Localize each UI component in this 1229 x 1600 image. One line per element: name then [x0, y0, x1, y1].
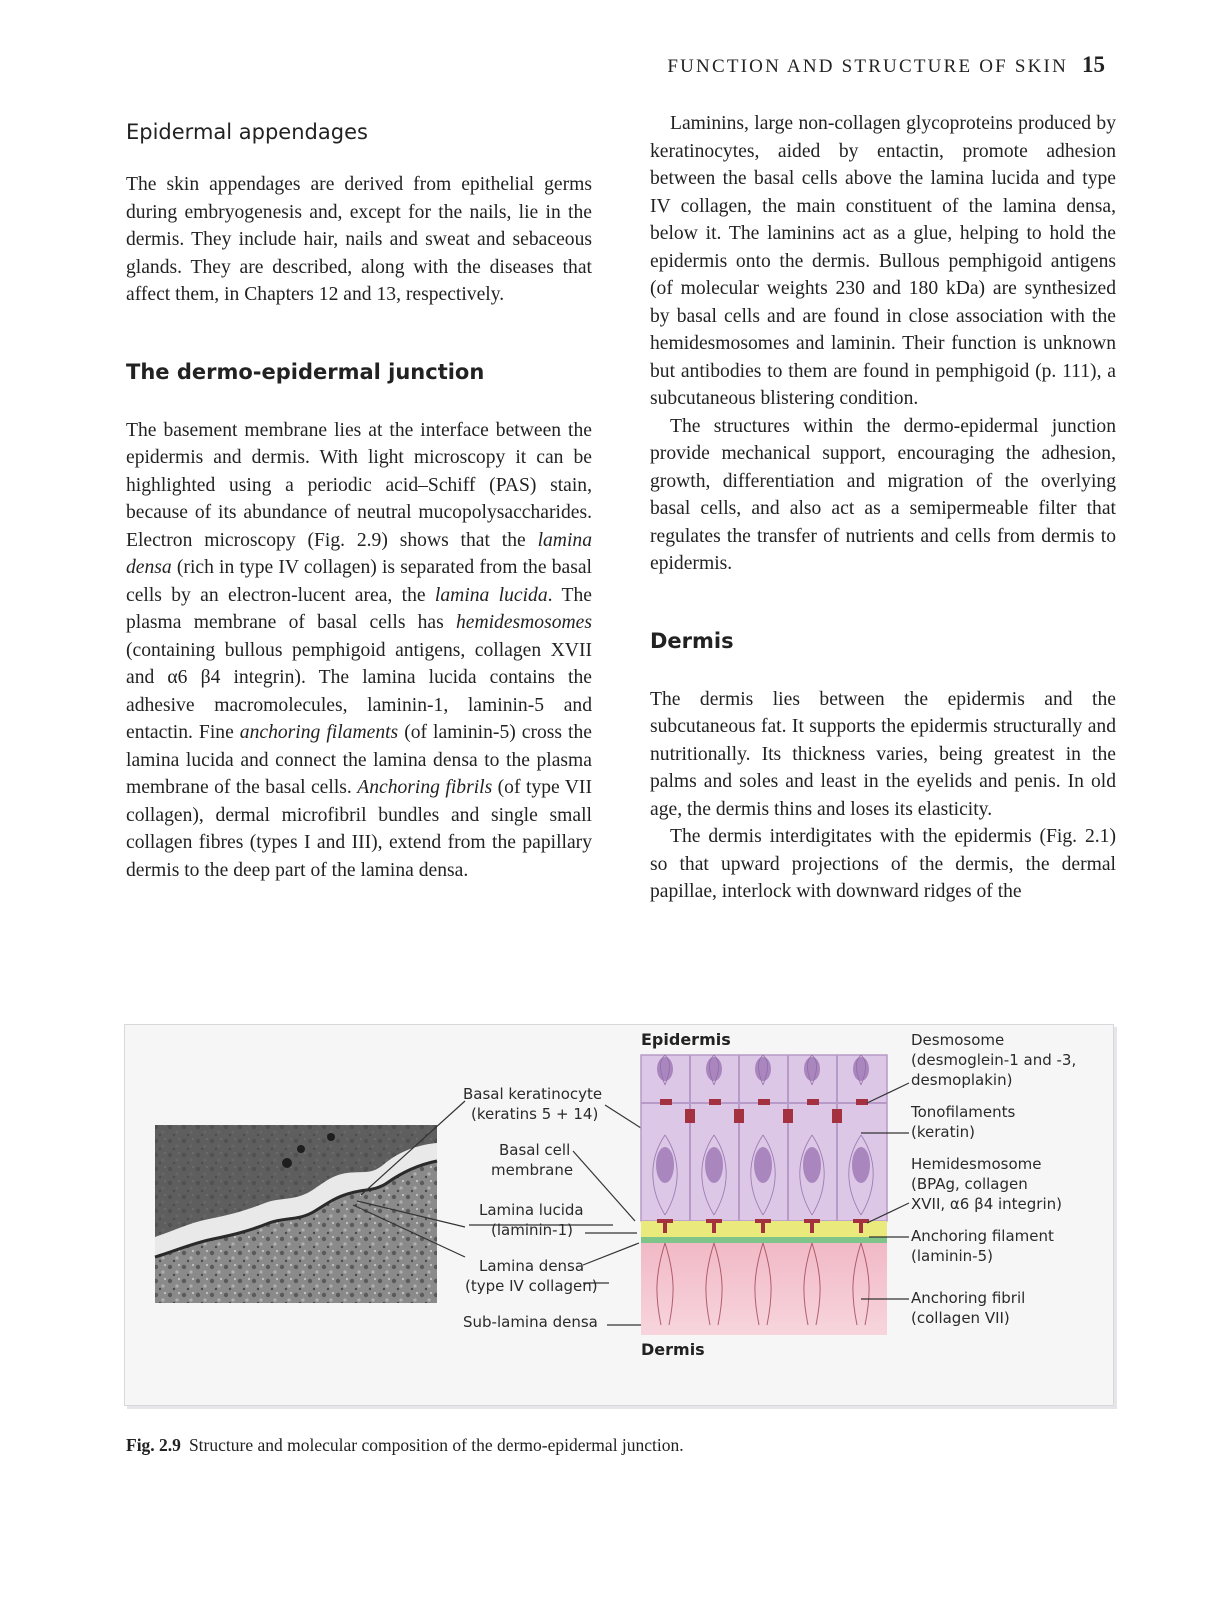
term-anchoring-fibrils: Anchoring fibrils [357, 777, 493, 798]
paragraph-dermis-1: The dermis lies between the epidermis and the subcutaneous fat. It supports the epidermis structurally and nutritionally. Its thickness varies, being greatest in the palms and soles and least in the eyelids and penis. In old age, the dermis thins and loses its elasticity. [650, 688, 1116, 820]
label-desmoglein: (desmoglein-1 and -3, [911, 1051, 1077, 1069]
paragraph-laminins: Laminins, large non-collagen glycoproteins produced by keratinocytes, aided by entactin, promote adhesion between the basal cells above the lamina lucida and type IV collagen, the main constituent of the lamina densa, below it. The laminins act as a glue, helping to hold the epidermis onto the dermis. Bullous pemphigoid antigens (of molecular weights 230 and 180 kDa) are synthesized by basal cells and are found in close association with the hemidesmosomes and laminin. Their function is unknown but antibodies to them are found in pemphigoid (p. 111), a subcutaneous blistering condition. [650, 113, 1116, 409]
label-integrin: XVII, α6 β4 integrin) [911, 1195, 1063, 1213]
label-keratin: (keratin) [911, 1123, 975, 1141]
label-basal-keratinocyte: Basal keratinocyte [463, 1085, 603, 1103]
right-labels [910, 1031, 1076, 1327]
label-anchoring-fibril: Anchoring fibril [911, 1289, 1026, 1307]
right-column [650, 110, 1116, 906]
junction-schematic [641, 1030, 887, 1359]
label-hemidesmosome: Hemidesmosome [911, 1155, 1042, 1173]
label-membrane: membrane [491, 1161, 574, 1179]
figure-2-9 [124, 1024, 1114, 1406]
label-tonofilaments: Tonofilaments [911, 1103, 1016, 1121]
figure-label: Fig. 2.9 [126, 1435, 181, 1455]
page-number: 15 [1082, 52, 1105, 77]
label-desmosome: Desmosome [911, 1031, 1005, 1049]
term-hemidesmosomes: hemidesmosomes [455, 612, 592, 633]
label-epidermis: Epidermis [641, 1030, 731, 1049]
paragraph-appendages: The skin appendages are derived from epithelial germs during embryogenesis and, except for the nails, lie in the dermis. They include hair, nails and sweat and sebaceous glands. They are described, along with the diseases that affect them, in Chapters 12 and 13, respectively. [126, 174, 592, 305]
running-title: FUNCTION AND STRUCTURE OF SKIN [667, 56, 1068, 77]
label-keratins: (keratins 5 + 14) [471, 1105, 599, 1123]
paragraph-junction: The basement membrane lies at the interface between the epidermis and dermis. With light microscopy it can be highlighted using a periodic acid–Schiff (PAS) stain, because of its abundance of neutral mucopolysaccharides. Electron microscopy (Fig. 2.9) shows that the lamina densa (rich in type IV collagen) is separated from the basal cells by an electron-lucent area, the lamina lucida. The plasma membrane of basal cells has hemidesmosomes (containing bullous pemphigoid antigens, collagen XVII and α6 β4 integrin). The lamina lucida contains the adhesive macromolecules, laminin-1, laminin-5 and entactin. Fine anchoring filaments (of laminin-5) cross the lamina lucida and connect the lamina densa to the plasma membrane of the basal cells. Anchoring fibrils (of type VII collagen), dermal microfibril bundles and single small collagen fibres (types I and III), extend from the papillary dermis to the deep part of the lamina densa. [126, 419, 592, 881]
label-bpag: (BPAg, collagen [911, 1175, 1028, 1193]
heading-dermis: Dermis [650, 628, 734, 653]
figure-caption-text: Structure and molecular composition of the dermo-epidermal junction. [188, 1435, 684, 1455]
term-lamina-densa: lamina densa [126, 529, 592, 578]
label-lamina-lucida: Lamina lucida [479, 1201, 584, 1219]
label-type-iv-collagen: (type IV collagen) [465, 1277, 598, 1295]
running-head [667, 52, 1105, 78]
junction-diagram [125, 1025, 1113, 1405]
figure-caption [126, 1435, 684, 1456]
label-desmoplakin: desmoplakin) [911, 1071, 1013, 1089]
label-anchoring-filament: Anchoring filament [911, 1227, 1054, 1245]
electron-micrograph [155, 1125, 437, 1303]
term-anchoring-filaments: anchoring filaments [239, 722, 399, 743]
label-laminin-5: (laminin-5) [911, 1247, 993, 1265]
label-laminin-1: (laminin-1) [491, 1221, 573, 1239]
left-column [126, 107, 592, 884]
label-sub-lamina-densa: Sub-lamina densa [463, 1313, 598, 1331]
term-lamina-lucida: lamina lucida [434, 584, 548, 606]
label-basal-cell: Basal cell [499, 1141, 571, 1159]
center-labels [463, 1085, 602, 1331]
label-collagen-vii: (collagen VII) [911, 1309, 1010, 1327]
paragraph-dermis-2: The dermis interdigitates with the epidermis (Fig. 2.1) so that upward projections of the dermis, the dermal papillae, interlock with downward ridges of the [650, 826, 1116, 902]
label-lamina-densa: Lamina densa [479, 1257, 585, 1275]
heading-epidermal-appendages: Epidermal appendages [126, 120, 368, 144]
paragraph-junction-structures: The structures within the dermo-epidermal junction provide mechanical support, encouraging the adhesion, growth, differentiation and migration of the overlying basal cells, and also act as a semipermeable filter that regulates the transfer of nutrients and cells from dermis to epidermis. [650, 415, 1116, 574]
heading-dermo-epidermal-junction: The dermo-epidermal junction [126, 359, 485, 384]
label-dermis: Dermis [641, 1340, 705, 1359]
